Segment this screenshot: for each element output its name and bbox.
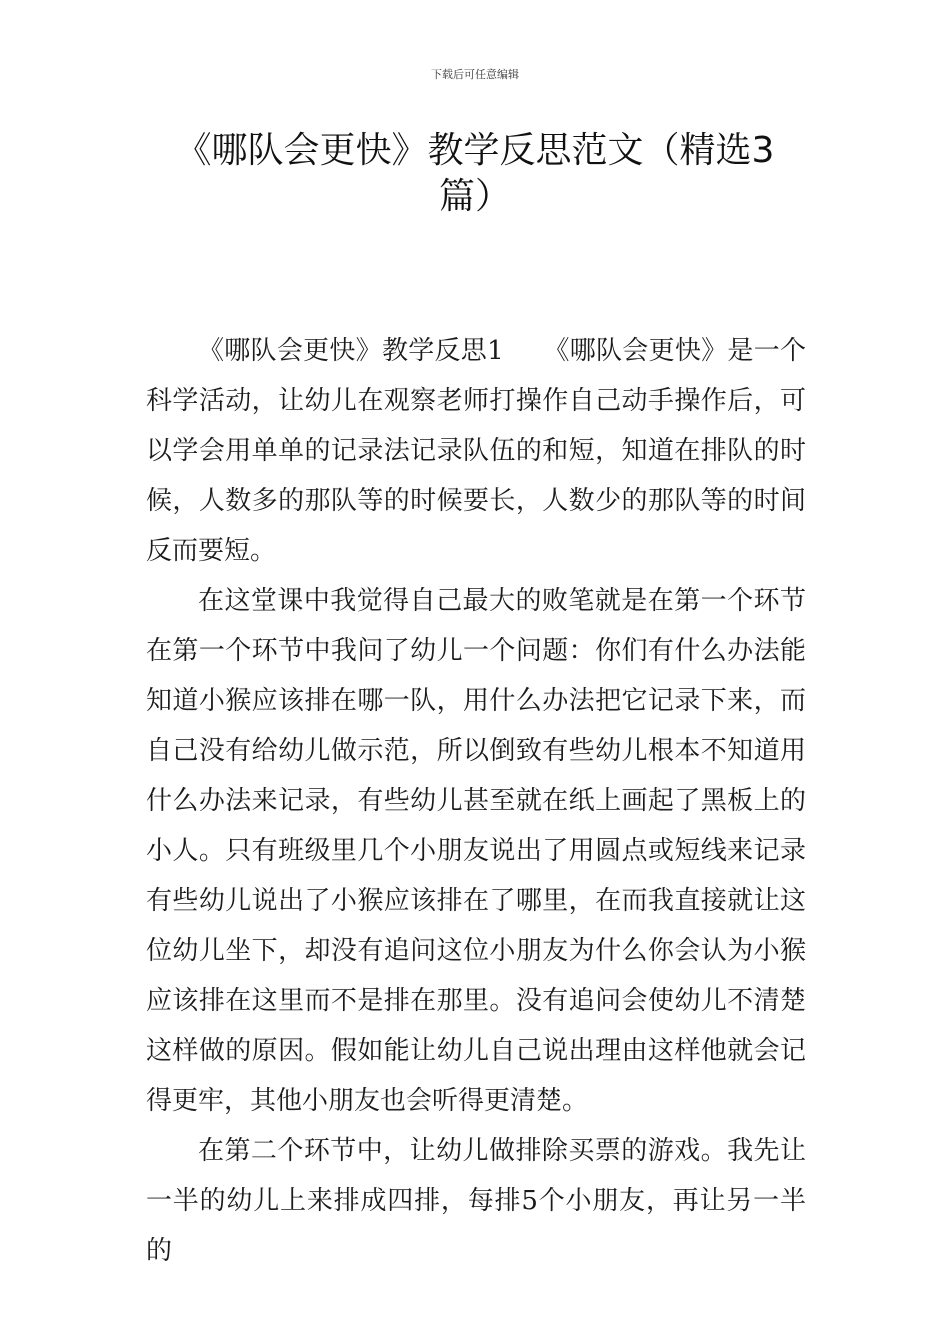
paragraph-3: 在第二个环节中，让幼儿做排除买票的游戏。我先让一半的幼儿上来排成四排，每排5个小朋友，再让另一半的 <box>146 1136 806 1266</box>
paragraph-2: 在这堂课中我觉得自己最大的败笔就是在第一个环节在第一个环节中我问了幼儿一个问题：你们有什么办法能知道小猴应该排在哪一队，用什么办法把它记录下来，而自己没有给幼儿做示范，所以倒致有些幼儿根本不知道用什么办法来记录，有些幼儿甚至就在纸上画起了黑板上的小人。只有班级里几个小朋友说出了用圆点或短线来记录有些幼儿说出了小猴应该排在了哪里，在而我直接就让这位幼儿坐下，却没有追问这位小朋友为什么你会认为小猴应该排在这里而不是排在那里。没有追问会使幼儿不清楚这样做的原因。假如能让幼儿自己说出理由这样他就会记得更牢，其他小朋友也会听得更清楚。 <box>146 586 806 1116</box>
document-title: 《哪队会更快》教学反思范文（精选3篇） <box>175 130 775 217</box>
document-body <box>146 326 806 1276</box>
paragraph-1: 《哪队会更快》教学反思1 《哪队会更快》是一个科学活动，让幼儿在观察老师打操作自己动手操作后，可以学会用单单的记录法记录队伍的和短，知道在排队的时候，人数多的那队等的时候要长，人数少的那队等的时间反而要短。 <box>146 336 806 566</box>
header-note: 下载后可任意编辑 <box>431 68 519 81</box>
